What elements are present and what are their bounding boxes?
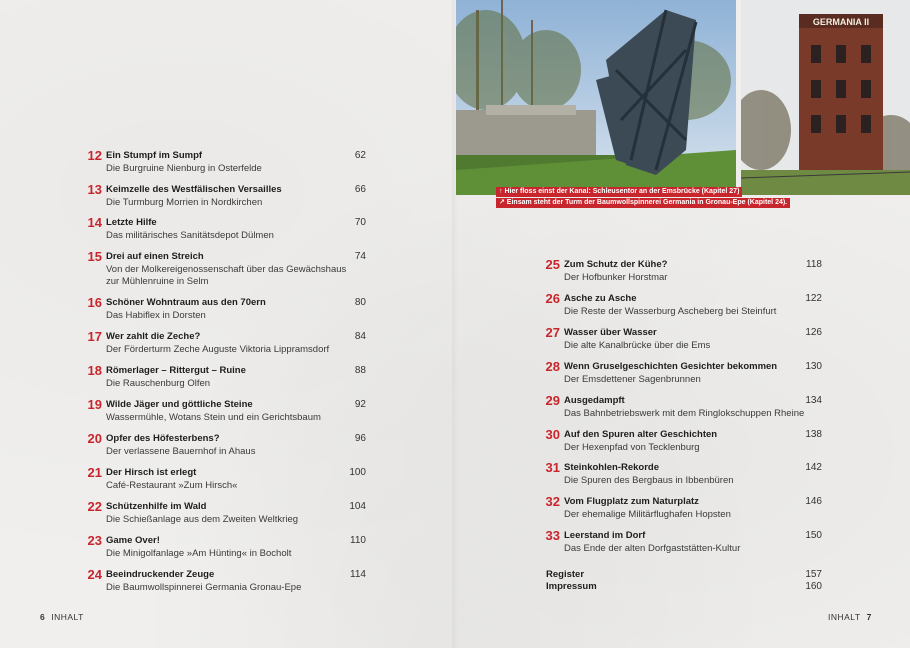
toc-entry[interactable]: [536, 462, 822, 492]
page-number: 134: [805, 395, 822, 406]
tower-sign: GERMANIA II: [812, 17, 870, 27]
folio-page-number: 7: [866, 612, 872, 622]
chapter-subtitle: Die alte Kanalbrücke über die Ems: [564, 340, 711, 351]
chapter-title: Ein Stumpf im Sumpf: [106, 150, 203, 161]
chapter-number: 20: [87, 431, 102, 446]
toc-entry[interactable]: [536, 530, 822, 560]
toc-entry[interactable]: [78, 535, 366, 565]
toc-entry[interactable]: [78, 251, 366, 293]
toc-entry[interactable]: [78, 569, 366, 599]
page-number: 104: [349, 501, 366, 512]
toc-entry[interactable]: [536, 361, 822, 391]
toc-entry[interactable]: [78, 501, 366, 531]
chapter-number: 24: [87, 567, 102, 582]
chapter-subtitle: Die Minigolfanlage »Am Hünting« in Bocholt: [106, 548, 292, 559]
chapter-number: 29: [545, 393, 560, 408]
toc-entry[interactable]: [78, 467, 366, 497]
chapter-subtitle-line2: zur Mühlenruine in Selm: [106, 276, 209, 287]
chapter-title: Zum Schutz der Kühe?: [564, 259, 668, 270]
page-number: 62: [354, 150, 366, 161]
chapter-number: 26: [545, 291, 560, 306]
chapter-title: Wenn Gruselgeschichten Gesichter bekommen: [564, 361, 778, 372]
page-number: 110: [350, 535, 366, 546]
toc-entry[interactable]: [536, 429, 822, 459]
page-number: 96: [354, 433, 366, 444]
chapter-title: Vom Flugplatz zum Naturplatz: [564, 496, 699, 507]
chapter-subtitle: Die Rauschenburg Olfen: [106, 378, 211, 389]
page-number: 80: [354, 297, 366, 308]
chapter-number: 14: [87, 215, 102, 230]
page-number: 122: [805, 293, 822, 304]
chapter-title: Leerstand im Dorf: [564, 530, 646, 541]
chapter-number: 27: [545, 325, 560, 340]
toc-entry[interactable]: [78, 331, 366, 361]
chapter-title: Der Hirsch ist erlegt: [106, 467, 197, 478]
toc-entry[interactable]: [536, 293, 822, 323]
chapter-title: Opfer des Höfesterbens?: [106, 433, 220, 444]
toc-entry[interactable]: [536, 259, 822, 289]
page-number: 74: [354, 251, 366, 262]
chapter-title: Steinkohlen-Rekorde: [564, 462, 660, 473]
toc-entry[interactable]: [78, 297, 366, 327]
bridge-photo: [456, 0, 736, 195]
toc-entry[interactable]: [78, 399, 366, 429]
chapter-subtitle: Das Habiflex in Dorsten: [106, 310, 206, 321]
chapter-title: Drei auf einen Streich: [106, 251, 204, 262]
toc-register[interactable]: [546, 569, 822, 581]
toc-entry[interactable]: [78, 365, 366, 395]
chapter-subtitle: Der Emsdettener Sagenbrunnen: [564, 374, 701, 385]
chapter-title: Ausgedampft: [564, 395, 625, 406]
chapter-title: Wer zahlt die Zeche?: [106, 331, 201, 342]
chapter-subtitle: Die Reste der Wasserburg Ascheberg bei Steinfurt: [564, 306, 777, 317]
chapter-title: Wilde Jäger und göttliche Steine: [106, 399, 253, 410]
photo-caption-tower: ↗ Einsam steht der Turm der Baumwollspinnerei Germania in Gronau-Epe (Kapitel 24).: [496, 198, 790, 208]
chapter-number: 13: [87, 182, 102, 197]
chapter-title: Game Over!: [106, 535, 160, 546]
page-number: 150: [805, 530, 822, 541]
chapter-title: Wasser über Wasser: [564, 327, 657, 338]
folio-left: [40, 612, 84, 622]
page-number: 146: [805, 496, 822, 507]
chapter-subtitle: Der Hofbunker Horstmar: [564, 272, 668, 283]
chapter-number: 16: [87, 295, 102, 310]
chapter-subtitle: Die Burgruine Nienburg in Osterfelde: [106, 163, 262, 174]
register-title: Register: [546, 569, 585, 580]
chapter-number: 31: [545, 460, 560, 475]
chapter-title: Beeindruckender Zeuge: [106, 569, 215, 580]
chapter-subtitle: Das militärisches Sanitätsdepot Dülmen: [106, 230, 274, 241]
page-number: 118: [806, 259, 822, 270]
chapter-number: 12: [87, 148, 102, 163]
toc-entry[interactable]: [536, 395, 822, 425]
photo-caption-bridge: ↑ Hier floss einst der Kanal: Schleusentor an der Emsbrücke (Kapitel 27): [496, 187, 742, 197]
page-number: 84: [354, 331, 366, 342]
folio-label: INHALT: [51, 612, 84, 622]
page-number: 126: [805, 327, 822, 338]
folio-page-number: 6: [40, 612, 46, 622]
chapter-subtitle: Der ehemalige Militärflughafen Hopsten: [564, 509, 731, 520]
chapter-number: 21: [87, 465, 102, 480]
chapter-number: 19: [87, 397, 102, 412]
chapter-subtitle: Der verlassene Bauernhof in Ahaus: [106, 446, 256, 457]
chapter-number: 18: [87, 363, 102, 378]
page-number: 130: [805, 361, 822, 372]
chapter-subtitle: Von der Molkereigenossenschaft über das Gewächshaus: [106, 264, 347, 275]
chapter-subtitle: Die Schießanlage aus dem Zweiten Weltkrieg: [106, 514, 299, 525]
page-number: 157: [805, 569, 822, 580]
chapter-number: 15: [87, 249, 102, 264]
chapter-subtitle: Der Hexenpfad von Tecklenburg: [564, 442, 700, 453]
toc-entry[interactable]: [78, 433, 366, 463]
toc-entry[interactable]: [78, 184, 366, 214]
chapter-title: Schöner Wohntraum aus den 70ern: [106, 297, 266, 308]
chapter-subtitle: Das Bahnbetriebswerk mit dem Ringlokschuppen Rheine: [564, 408, 805, 419]
page-number: 70: [354, 217, 366, 228]
chapter-number: 32: [545, 494, 560, 509]
chapter-title: Keimzelle des Westfälischen Versailles: [106, 184, 282, 195]
chapter-number: 33: [545, 528, 560, 543]
chapter-title: Schützenhilfe im Wald: [106, 501, 207, 512]
chapter-number: 23: [87, 533, 102, 548]
chapter-title: Römerlager – Rittergut – Ruine: [106, 365, 246, 376]
tower-photo: [741, 0, 910, 195]
chapter-subtitle: Die Baumwollspinnerei Germania Gronau-Epe: [106, 582, 302, 593]
page-number: 66: [354, 184, 366, 195]
chapter-number: 25: [545, 257, 560, 272]
page-number: 114: [350, 569, 366, 580]
toc-entry[interactable]: [536, 496, 822, 526]
chapter-number: 22: [87, 499, 102, 514]
chapter-subtitle: Die Turmburg Morrien in Nordkirchen: [106, 197, 263, 208]
chapter-number: 30: [545, 427, 560, 442]
folio-right: [828, 612, 872, 622]
chapter-subtitle: Die Spuren des Bergbaus in Ibbenbüren: [564, 475, 734, 486]
page-number: 92: [354, 399, 366, 410]
page-number: 160: [805, 581, 822, 592]
toc-entry[interactable]: [78, 150, 366, 180]
chapter-number: 28: [545, 359, 560, 374]
chapter-number: 17: [87, 329, 102, 344]
chapter-subtitle: Wassermühle, Wotans Stein und ein Gerichtsbaum: [106, 412, 321, 423]
folio-label: INHALT: [828, 612, 861, 622]
impressum-title: Impressum: [546, 581, 597, 592]
page-number: 138: [805, 429, 822, 440]
toc-entry[interactable]: [78, 217, 366, 247]
toc-entry[interactable]: [536, 327, 822, 357]
chapter-title: Auf den Spuren alter Geschichten: [564, 429, 718, 440]
toc-impressum[interactable]: [546, 581, 822, 593]
chapter-title: Asche zu Asche: [564, 293, 637, 304]
chapter-subtitle: Das Ende der alten Dorfgaststätten-Kultur: [564, 543, 741, 554]
chapter-subtitle: Café-Restaurant »Zum Hirsch«: [106, 480, 238, 491]
chapter-subtitle: Der Förderturm Zeche Auguste Viktoria Lippramsdorf: [106, 344, 330, 355]
page-number: 142: [805, 462, 822, 473]
chapter-title: Letzte Hilfe: [106, 217, 157, 228]
page-number: 100: [349, 467, 366, 478]
page-number: 88: [354, 365, 366, 376]
